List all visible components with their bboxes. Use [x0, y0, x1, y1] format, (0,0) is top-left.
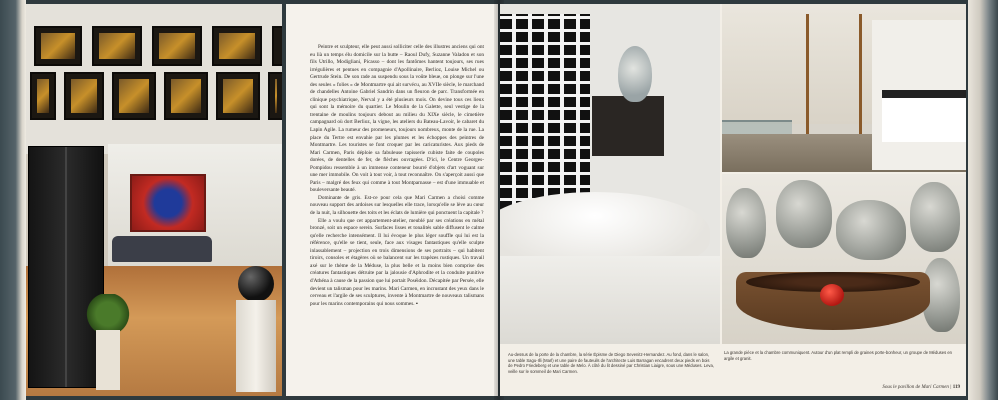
paragraph: Elle a voulu que cet appartement-atelier, meublé par ses créations en métal bronzé, soit un espace serein. Surfaces lisses et tonalités sable diffusent le calme qu'elle recherche intensément. Il lui évoque le plus léger souffle qui lui est la référence, qu'elle se tient, seule, face aux visages fantastiques qu'elle sculpte inlassablement – projection en trois dimensions de ses portraits – qui habitent tiroirs, consoles et étagères où se balancent sur les trapèzes rustiques. Un travail axé sur le thème de la Méduse, la plus belle et la moins bien comprise des créatures fantastiques détruite par la jalousie d'Aphrodite et la conduite punitive d'Athéna à cause de la passion que lui portait Poséidon. Décapitée par Persée, elle devient un talisman pour les marins. Mari Carmen, en incrustant des yeux dans le cerveau et l'argile de ses sculptures, invente à Montmartre de nouveaux talismans pour les marins contemporains qui nous sommes. ▪: [310, 217, 484, 307]
black-sphere-sculpture: [238, 266, 274, 302]
book-edge-right: [968, 0, 998, 400]
bed-cover: [500, 256, 720, 344]
pedestal: [236, 300, 276, 392]
book-edge-left: [0, 0, 26, 400]
framed-photo: [212, 26, 262, 66]
portrait-painting: [130, 174, 206, 232]
framed-photo: [152, 26, 202, 66]
bedroom-photo: [500, 4, 720, 344]
bedside-table: [592, 96, 664, 156]
framed-photo: [112, 72, 156, 120]
framed-photo: [164, 72, 208, 120]
end-mark: ▪: [415, 300, 418, 307]
sculptures-photo: [722, 174, 966, 344]
sofa: [112, 236, 212, 262]
framed-photo: [92, 26, 142, 66]
framed-photo: [30, 72, 56, 120]
article-body: [310, 44, 484, 308]
stone-head-sculpture: [836, 200, 906, 260]
caption-bedroom: Au-dessus de la porte de la chambre, la série Épisme de Diego Sevenitz-Hernandez. Au fond, dans le salon, une table Sagu-Illi (Marl) et une paire de fauteuils de l'architecte Luis Barragan encadrent deux pieds en bois de Pedro Friedeberg et une table de Melo. À côté du lit dessiné par Christian Liaigre, sous une Méduses. Leva, veille sur le sommeil de Mari Carmen.: [508, 352, 715, 374]
page-number: 119: [952, 385, 960, 390]
black-cabinet: [28, 146, 104, 388]
framed-photo: [272, 26, 282, 66]
caption-studio: La grande pièce et la chambre communiquent. Autour d'un plat rempli de graines porte-bonheur, un groupe de Méduses en argile et granit.: [724, 350, 953, 361]
plant: [86, 294, 130, 334]
stone-head-sculpture: [910, 182, 960, 252]
stone-head-sculpture: [726, 188, 766, 258]
framed-photo: [34, 26, 82, 66]
studio-photo: [722, 4, 966, 172]
paragraph: Peintre et sculpteur, elle peut aussi solliciter celle des illustres anciens qui ont eu lià un temps élu domicile sur la butte – Raoul Dufy, Suzanne Valadon et son fils Utrillo, Modigliani, Picasso – dont les fantômes hantent toujours, ses rues irrégulières et pentues en compagnie d'Apollinaire, Berlioz, Louise Michel ou Gertrude Stein. De son rade au suspendu sous la voûte bleue, on plonge sur l'une des seules « folies » de Montmartre qui ait survécu, au XVIIe siècle, le marchand de chandelles Antoine Gabriel Sandrin dans un fleuron de parc. Transformée en clinique psychiatrique, Nerval y a été plusieurs mois. On devine tous ces lieux qui sont la mémoire du quartier. Le Moulin de la Galette, seul vestige de la trentaine de moulins toujours debout au milieu du XIXe siècle, le cimetière campagnard où dort Berlioz, la vigne, les ateliers du Bateau-Lavoir, le cabaret du Lapin Agile. La rumeur des promeneurs, toujours nombreux, monte de la rue. La place du Tertre est envahie par les plumes et les échoppes des peintres de Montmartre. Les touristes se font croquer par les caricaturistes. Aux pieds de Mari Carmen, Paris déploie sa fabuleuse tapisserie cubiste faite de coupoles dorées, de dentelles de fer, de flèches ouvragées. D'ici, le Centre Georges-Pompidou ressemble à un immense conteneur bourré d'objets d'art voguant sur une mer immobile. On voit à tout voir, à tout reconnaître. On s'aperçoit aussi que Paris – malgré des feux qui comme à tout Montparnasse – est d'une immuable et bouleversante beauté.: [310, 44, 484, 194]
stone-head-sculpture: [776, 180, 832, 248]
text-page: [286, 4, 498, 396]
framed-photo: [268, 72, 282, 120]
bed: [882, 90, 966, 142]
medusa-head-sculpture: [618, 46, 652, 102]
red-fruit: [820, 284, 844, 306]
right-page: [500, 4, 966, 396]
plant-pot: [96, 330, 120, 390]
framed-photo: [216, 72, 260, 120]
paragraph: Dominante de gris. Est-ce pour cela que Mari Carmen a choisi comme nouveau support des ardoises sur lesquelles elle trace, lorsqu'elle se lève au cœur de la nuit, la silhouette des toits et les éclats de lumière qui ponctuent la capitale ?: [310, 194, 484, 217]
living-room-photo: [26, 4, 282, 396]
running-title: Sous le pavillon de Mari Carmen: [882, 385, 949, 390]
folio: Sous le pavillon de Mari Carmen | 119: [882, 385, 960, 390]
framed-photo: [64, 72, 104, 120]
